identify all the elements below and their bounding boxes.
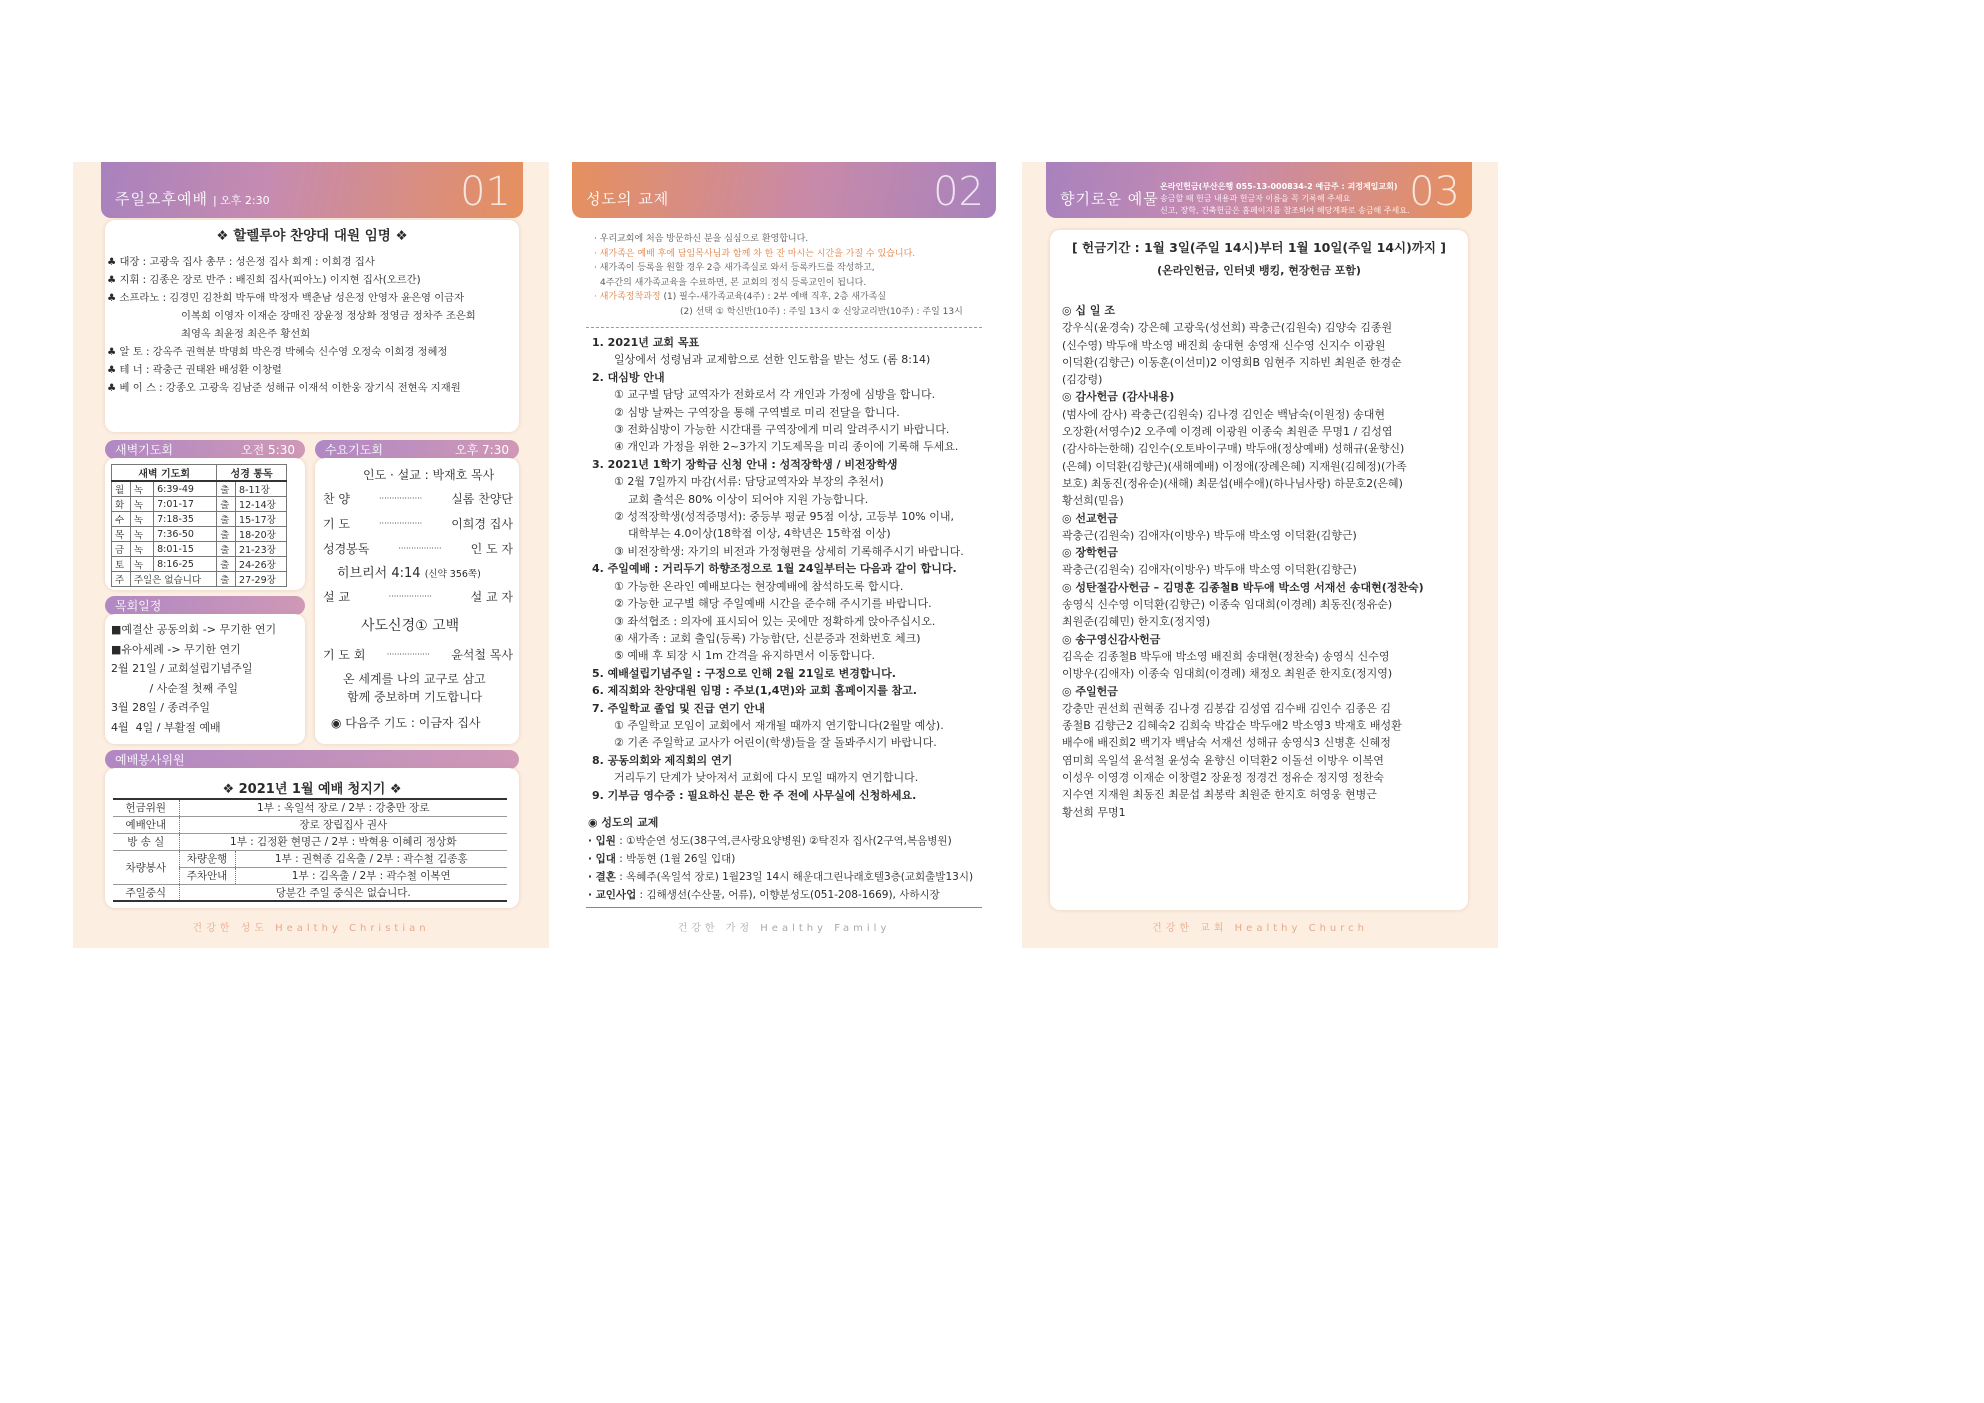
page-1-header	[101, 162, 523, 218]
page-footer: 건강한 가정 Healthy Family	[677, 923, 891, 934]
offering-list	[1062, 302, 1424, 821]
page-1	[73, 162, 549, 948]
fellowship-section: ◉ 성도의 교제 · 입원 : ①박순연 성도(38구역,큰사랑요양병원) ②탁진자 집사(2구역,복음병원) · 입대 : 박동현 (1월 26일 입대) · 결혼 : 옥혜주(옥일석 장로) 1월23일 14시 해운대그린나래호텔3층(교회출발13시) · 교인사업 : 김해생선(수산물, 어류), 이향분성도(051-208-1669), 사하시장	[588, 816, 974, 901]
schedule-item: / 사순절 첫째 주일	[111, 681, 239, 695]
offering-names: (김강령)	[1062, 373, 1103, 387]
wed-message: 함께 중보하며 기도합니다	[347, 690, 483, 704]
pastoral-schedule-box	[105, 614, 305, 744]
offering-names: (은혜) 이덕환(김향근)(새해예배) 이정애(장례은혜) 지재원(김혜정)(가족	[1062, 459, 1407, 473]
table-row: 화 녹 7:01-17 출 12-14장	[112, 497, 287, 512]
announcement-line: 거리두기 단계가 낮아져서 교회에 다시 모일 때까지 연기합니다.	[614, 771, 919, 785]
page-footer: 건강한 교회 Healthy Church	[1152, 923, 1368, 934]
offering-names: 송영식 신수영 이덕환(김향근) 이종숙 임대희(이경례) 최동진(정유순)	[1062, 598, 1393, 612]
offering-category: ◎ 송구영신감사헌금	[1062, 632, 1161, 646]
announcement-line: 일상에서 성령님과 교제함으로 선한 인도함을 받는 성도 (롬 8:14)	[614, 353, 931, 367]
offering-names: 종철B 김향근2 김혜숙2 김희숙 박갑순 박두애2 박소영3 박재호 배성환	[1062, 719, 1402, 733]
choir-line: ♣ 대장 : 고광욱 집사 총무 : 성은정 집사 회계 : 이희경 집사	[107, 256, 375, 268]
page-number: 01	[460, 169, 511, 215]
dawn-prayer-bar: 새벽기도회 오전 5:30	[105, 440, 305, 459]
announcement-line: ⑤ 예배 후 퇴장 시 1m 간격을 유지하면서 이동합니다.	[614, 649, 875, 663]
offering-names: 강우식(윤경숙) 강은혜 고광욱(성선희) 곽충근(김원숙) 김양숙 김종원	[1062, 321, 1393, 335]
wed-creed: 사도신경① 고백	[361, 618, 460, 634]
schedule-item: 2월 21일 / 교회설립기념주일	[111, 662, 253, 675]
wed-prayer-meeting: 기 도 회 ················· 윤석철 목사	[323, 648, 513, 662]
announcement-line: ② 가능한 교구별 해당 주일예배 시간을 준수해 주시기를 바랍니다.	[614, 597, 932, 611]
table-row: 월 녹 6:39-49 출 8-11장	[112, 481, 287, 497]
announcement-line: ① 2월 7일까지 마감(서류: 담당교역자와 부장의 추천서)	[614, 475, 884, 489]
table-row: 수 녹 7:18-35 출 15-17장	[112, 512, 287, 527]
offering-title: 향기로운 예물	[1060, 190, 1159, 208]
wed-sermon: 설 교 ················· 설 교 자	[323, 590, 513, 604]
offering-period: [ 헌금기간 : 1월 3일(주일 14시)부터 1월 10일(주일 14시)까지 ]	[1071, 240, 1447, 255]
announcement-line: ③ 전화심방이 가능한 시간대를 구역장에게 미리 알려주시기 바랍니다.	[614, 423, 950, 437]
offering-names: 보호) 최동진(정유순)(새해) 최문섭(배수애)(하나님사랑) 하문호2(은혜)	[1062, 476, 1403, 490]
announcement-line: 5. 예배설립기념주일 : 구정으로 인해 2월 21일로 변경합니다.	[592, 666, 896, 680]
page-2-header	[572, 162, 996, 218]
choir-title: ❖ 할렐루야 찬양대 대원 임명 ❖	[216, 228, 408, 244]
choir-line: ♣ 지휘 : 김종은 장로 반주 : 배진희 집사(피아노) 이지현 집사(오르간)	[107, 274, 421, 286]
choir-line: 이복희 이영자 이재순 장매진 장윤정 정상화 정영금 정차주 조은희	[181, 310, 476, 322]
offering-names: 최원준(김혜민) 한지호(정지영)	[1062, 615, 1211, 629]
servants-table	[113, 798, 507, 902]
schedule-item: ■유아세례 -> 무기한 연기	[111, 642, 241, 656]
offering-names: 지수연 지재원 최동진 최문섭 최봉락 최원준 한지호 허영웅 현병근	[1062, 788, 1377, 802]
page-footer: 건강한 성도 Healthy Christian	[192, 923, 430, 934]
table-row: 주일중식 당분간 주일 중식은 없습니다.	[113, 884, 507, 901]
offering-names: (감사하는한해) 김인수(오토바이구매) 박두애(정상예배) 성해규(윤향신)	[1062, 442, 1405, 456]
notice-line: · 우리교회에 처음 방문하신 분을 심심으로 환영합니다.	[594, 234, 809, 244]
schedule-item: 4월 4일 / 부활절 예배	[111, 720, 221, 734]
announcement-line: ② 기존 주일학교 교사가 어린이(학생)들을 잘 돌봐주시기 바랍니다.	[614, 736, 937, 750]
offering-category: ◎ 감사헌금 (감사내용)	[1062, 390, 1175, 404]
table-row: 방 송 실 1부 : 김정환 현명근 / 2부 : 박혁용 이혜리 정상화	[113, 833, 507, 850]
offering-names: 황선희(믿음)	[1062, 494, 1124, 508]
choir-line: ♣ 베 이 스 : 강종오 고광욱 김남준 성해규 이재석 이한웅 장기식 전현옥 지재원	[107, 382, 461, 394]
wed-next-prayer: ◉ 다음주 기도 : 이금자 집사	[331, 716, 481, 730]
offering-category: ◎ 성탄절감사헌금 – 김명훈 김종철B 박두애 박소영 서재선 송대현(정찬숙)	[1062, 580, 1424, 594]
announcement-line: 6. 제직회와 찬양대원 임명 : 주보(1,4면)와 교회 홈페이지를 참고.	[592, 684, 917, 698]
offering-names: (범사에 감사) 곽충근(김원숙) 김나경 김인순 백남숙(이원정) 송대현	[1062, 407, 1386, 421]
offering-category: ◎ 선교헌금	[1062, 511, 1118, 525]
notice-line: 4주간의 새가족교육을 수료하면, 본 교회의 정식 등록교인이 됩니다.	[600, 277, 867, 288]
notice-line: (2) 선택 ① 학신반(10주) : 주일 13시 ② 신앙교리반(10주) : 주일 13시	[680, 306, 963, 317]
wed-item: 기 도 ················· 이희경 집사	[323, 517, 513, 531]
choir-line: ♣ 테 너 : 곽충근 권태완 배성환 이창렬	[107, 364, 282, 376]
offering-category: ◎ 주일헌금	[1062, 684, 1118, 698]
announcement-line: ① 교구별 담당 교역자가 전화로서 각 개인과 가정에 심방을 합니다.	[614, 388, 936, 402]
offering-names: 염미희 옥일석 윤석철 윤성숙 윤향신 이덕환2 이돌선 이방우 이복연	[1062, 753, 1384, 767]
choir-line: ♣ 소프라노 : 김경민 김찬희 박두애 박정자 백춘남 성은정 안영자 윤은영 이금자	[107, 292, 465, 304]
announcement-line: 대학부는 4.0이상(18학점 이상, 4학년은 15학점 이상)	[628, 527, 891, 541]
servants-table-title: ❖ 2021년 1월 예배 청지기 ❖	[222, 782, 402, 797]
choir-line: 최영옥 최윤정 최은주 황선희	[181, 328, 311, 340]
offering-category: ◎ 장학헌금	[1062, 546, 1118, 560]
offering-names: 곽충근(김원숙) 김애자(이방우) 박두애 박소영 이덕환(김향근)	[1062, 528, 1357, 542]
newcomer-notices	[594, 232, 963, 319]
offering-category: ◎ 십 일 조	[1062, 304, 1115, 317]
fellowship-item: 박동현 (1월 26일 입대)	[626, 853, 736, 865]
announcement-line: ② 심방 날짜는 구역장을 통해 구역별로 미리 전달을 합니다.	[614, 405, 900, 419]
offering-names: 이방우(김애자) 이종숙 임대희(이경례) 채정오 최원준 한지호(정지영)	[1062, 667, 1393, 681]
table-row: 예배안내 장로 장립집사 권사	[113, 816, 507, 833]
fellowship-item: 김해생선(수산물, 어류), 이향분성도(051-208-1669), 사하시장	[646, 889, 940, 901]
announcement-line: 1. 2021년 교회 목표	[592, 336, 700, 349]
wed-leader: 인도 · 설교 : 박재호 목사	[363, 468, 495, 482]
choir-line: ♣ 알 토 : 강옥주 권혁분 박명희 박은경 박혜숙 신수영 오정숙 이희경 정혜정	[107, 346, 448, 358]
wed-scripture: 히브리서 4:14 (신약 356쪽)	[337, 566, 481, 581]
table-row: 목 녹 7:36-50 출 18-20장	[112, 527, 287, 542]
table-header: 성경 통독	[217, 465, 287, 482]
worship-servants-bar: 예배봉사위원	[105, 750, 519, 769]
table-row: 토 녹 8:16-25 출 24-26장	[112, 557, 287, 572]
announcement-line: ③ 좌석협조 : 의자에 표시되어 있는 곳에만 정확하게 앉아주십시오.	[614, 614, 936, 628]
table-row: 헌금위원 1부 : 옥일석 장로 / 2부 : 강충만 장로	[113, 799, 507, 816]
online-offering-info: 온라인헌금(부산은행 055-13-000834-2 예금주 : 괴정제일교회) 송금할 때 헌금 내용과 헌금자 이름을 꼭 기록해 주세요 신고, 장학, 건축헌금은 홈페이지를 참조하여 해당계좌로 송금해 주세요.	[1160, 182, 1410, 215]
offering-names: 김옥순 김종철B 박두애 박소영 배진희 송대현(정찬숙) 송영식 신수영	[1062, 649, 1390, 663]
table-row: 주 주일은 없습니다 출 27-29장	[112, 572, 287, 587]
page-2	[572, 162, 996, 948]
page-3	[1022, 162, 1498, 948]
offering-names: 배수애 배진희2 백기자 백남숙 서재선 성해규 송영식3 신병훈 신혜정	[1062, 736, 1391, 750]
fellowship-title: 성도의 교제	[586, 190, 670, 208]
fellowship-item: ①박순연 성도(38구역,큰사랑요양병원) ②탁진자 집사(2구역,복음병원)	[626, 835, 952, 847]
pastoral-schedule-bar: 목회일정	[105, 596, 305, 615]
announcement-line: 교회 출석은 80% 이상이 되어야 지원 가능합니다.	[628, 492, 869, 506]
schedule-item: ■예결산 공동의회 -> 무기한 연기	[111, 623, 277, 636]
announcement-line: ① 가능한 온라인 예배보다는 현장예배에 참석하도록 합시다.	[614, 579, 904, 593]
announcement-line: ④ 새가족 : 교회 출입(등록) 가능함(단, 신분증과 전화번호 체크)	[614, 631, 921, 645]
choir-list	[107, 253, 476, 397]
wed-item: 성경봉독 ················· 인 도 자	[323, 542, 513, 556]
page-3-header	[1046, 162, 1472, 218]
table-header: 새벽 기도회	[112, 465, 217, 482]
offering-names: 곽충근(김원숙) 김애자(이방우) 박두애 박소영 이덕환(김향근)	[1062, 563, 1357, 577]
announcement-line: 8. 공동의회와 제직회의 연기	[592, 753, 733, 767]
notice-line: · 새가족이 등록을 원할 경우 2층 새가족실로 와서 등록카드를 작성하고,	[594, 263, 875, 273]
announcement-line: 2. 대심방 안내	[592, 370, 665, 384]
announcement-line: ④ 개인과 가정을 위한 2~3가지 기도제목을 미리 종이에 기록해 두세요.	[614, 440, 959, 454]
offering-box	[1050, 230, 1468, 910]
notice-line: · 새가족은 예배 후에 담임목사님과 함께 차 한 잔 마시는 시간을 가질 수 있습니다.	[594, 248, 916, 259]
table-row: 차량봉사 차량운행 1부 : 권혁종 김옥출 / 2부 : 곽수철 김종홍	[113, 850, 507, 867]
announcement-line: ① 주일학교 모임이 교회에서 재개될 때까지 연기합니다(2월말 예상).	[614, 718, 944, 732]
announcement-line: 3. 2021년 1학기 장학금 신청 안내 : 성적장학생 / 비전장학생	[592, 457, 898, 471]
wednesday-prayer-box	[315, 458, 519, 744]
announcement-line: ② 성적장학생(성적증명서): 중등부 평균 95점 이상, 고등부 10% 이내,	[614, 510, 954, 524]
schedule-item: 3월 28일 / 종려주일	[111, 701, 210, 714]
notice-line: (1) 필수-새가족교육(4주) : 2부 예배 직후, 2층 새가족실	[663, 292, 887, 302]
offering-period-note: (온라인헌금, 인터넷 뱅킹, 현장헌금 포함)	[1157, 264, 1361, 277]
dawn-schedule-table	[111, 464, 287, 587]
dawn-prayer-box	[105, 458, 305, 590]
offering-names: 강충만 권선희 권혁종 김나경 김봉갑 김성엽 김수배 김인수 김종은 김	[1062, 701, 1391, 715]
wed-item: 찬 양 ················· 실롬 찬양단	[323, 492, 513, 506]
announcement-line: 7. 주일학교 졸업 및 진급 연기 안내	[592, 701, 765, 715]
offering-names: 오장환(서영수)2 오주예 이경례 이광원 이종숙 최원준 무명1 / 김성엽	[1062, 425, 1393, 439]
offering-names: 이덕환(김향근) 이동훈(이선미)2 이영희B 임현주 지하빈 최원준 한경순	[1062, 355, 1402, 369]
page-number: 03	[1409, 169, 1460, 215]
wednesday-prayer-bar: 수요기도회 오후 7:30	[315, 440, 519, 459]
offering-names: 황선희 무명1	[1062, 805, 1126, 819]
choir-box	[105, 220, 519, 432]
announcement-line: ③ 비전장학생: 자기의 비전과 가정형편을 상세히 기록해주시기 바랍니다.	[614, 544, 964, 558]
wed-message: 온 세계를 나의 교구로 삼고	[343, 672, 486, 686]
table-row: 금 녹 8:01-15 출 21-23장	[112, 542, 287, 557]
announcement-line: 9. 기부금 영수증 : 필요하신 분은 한 주 전에 사무실에 신청하세요.	[592, 788, 917, 802]
table-row: 주차안내 1부 : 김옥출 / 2부 : 곽수철 이복연	[113, 867, 507, 884]
notice-line: · 새가족정착과정	[594, 292, 661, 302]
announcements	[592, 334, 964, 804]
fellowship-item: 옥혜주(옥일석 장로) 1월23일 14시 해운대그린나래호텔3층(교회출발13시)	[626, 871, 974, 883]
worship-servants-box	[105, 768, 519, 908]
page-number: 02	[933, 169, 984, 215]
fellowship-heading: ◉ 성도의 교제	[588, 816, 659, 829]
offering-names: (신수영) 박두애 박소영 배진희 송대현 송영재 신수영 신지수 이광원	[1062, 338, 1386, 352]
announcement-line: 4. 주일예배 : 거리두기 하향조정으로 1월 24일부터는 다음과 같이 합니다.	[592, 562, 957, 576]
service-title: 주일오후예배 | 오후 2:30	[115, 190, 270, 208]
offering-names: 이성우 이영경 이재순 이창렬2 장윤정 정경건 정유순 정지영 정찬숙	[1062, 771, 1384, 785]
